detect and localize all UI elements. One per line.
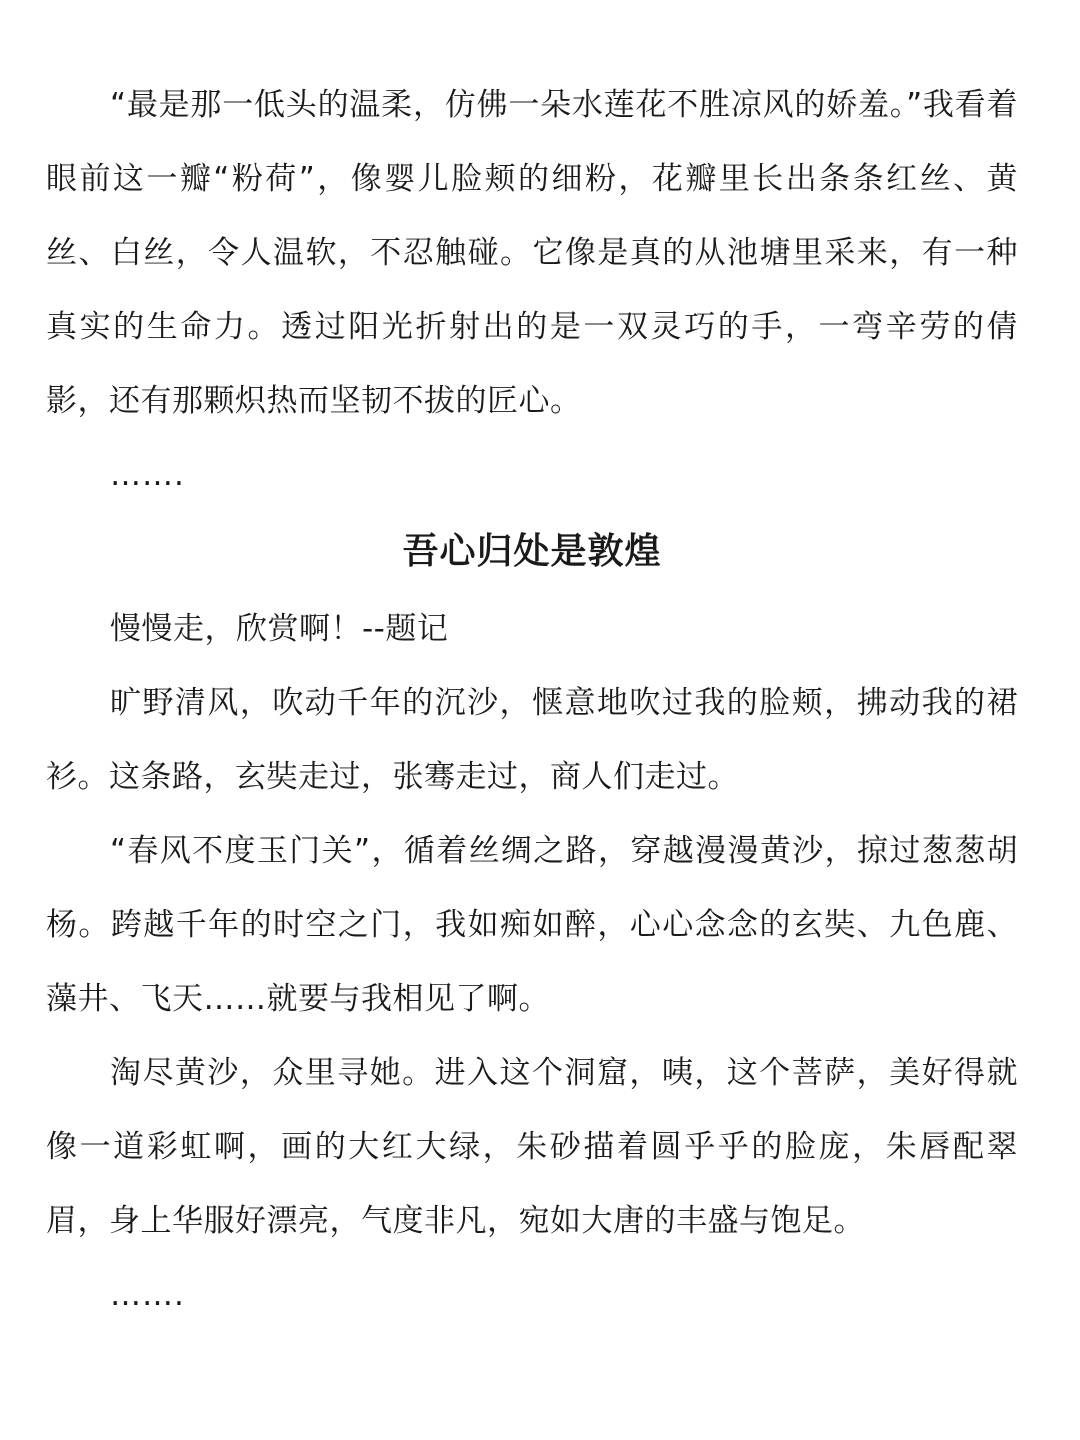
ellipsis: ……. <box>110 457 185 493</box>
document-page <box>46 68 1018 1332</box>
paragraph: “春风不度玉门关”，循着丝绸之路，穿越漫漫黄沙，掠过葱葱胡杨。跨越千年的时空之门，我如痴如醉，心心念念的玄奘、九色鹿、藻井、飞天……就要与我相见了啊。 <box>46 833 1018 1017</box>
ellipsis: ……. <box>110 1277 185 1313</box>
paragraph: “最是那一低头的温柔，仿佛一朵水莲花不胜凉风的娇羞。”我看着眼前这一瓣“粉荷”，像婴儿脸颊的细粉，花瓣里长出条条红丝、黄丝、白丝，令人温软，不忍触碰。它像是真的从池塘里采来，有一种真实的生命力。透过阳光折射出的是一双灵巧的手，一弯辛劳的倩影，还有那颗炽热而坚韧不拔的匠心。 <box>46 87 1018 419</box>
paragraph: 淘尽黄沙，众里寻她。进入这个洞窟，咦，这个菩萨，美好得就像一道彩虹啊，画的大红大绿，朱砂描着圆乎乎的脸庞，朱唇配翠眉，身上华服好漂亮，气度非凡，宛如大唐的丰盛与饱足。 <box>46 1055 1018 1239</box>
paragraph: 旷野清风，吹动千年的沉沙，惬意地吹过我的脸颊，拂动我的裙衫。这条路，玄奘走过，张骞走过，商人们走过。 <box>46 685 1018 795</box>
essay-title: 吾心归处是敦煌 <box>402 531 662 572</box>
epigraph: 慢慢走，欣赏啊！--题记 <box>110 611 449 647</box>
